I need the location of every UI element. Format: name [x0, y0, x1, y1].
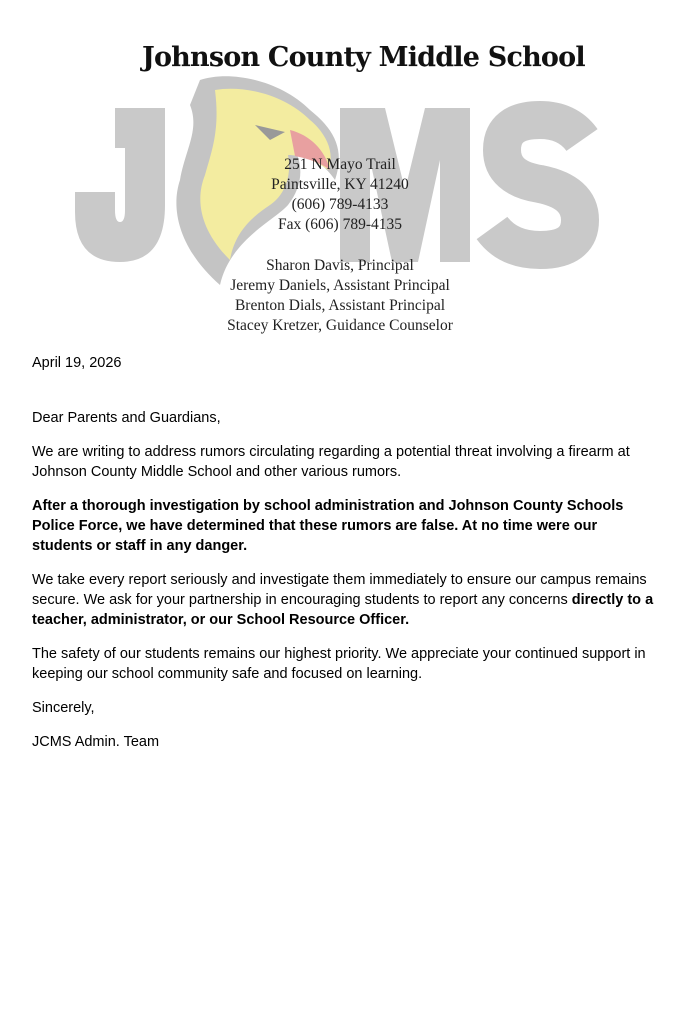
paragraph-1: We are writing to address rumors circulating regarding a potential threat involving a firearm at Johnson County Middle School and other various rumors.: [32, 444, 630, 480]
address-line: Paintsville, KY 41240: [271, 176, 409, 193]
school-name: Johnson County Middle School: [142, 42, 585, 73]
staff-list: [180, 256, 500, 336]
letter-date: April 19, 2026: [32, 355, 122, 371]
signature: JCMS Admin. Team: [32, 734, 160, 750]
staff-item: Brenton Dials, Assistant Principal: [234, 297, 446, 314]
closing: Sincerely,: [32, 700, 95, 716]
letter-body: [32, 353, 657, 766]
phone: (606) 789-4133: [291, 196, 389, 213]
logo-letter-s: [492, 120, 582, 250]
fax: Fax (606) 789-4135: [278, 216, 402, 233]
salutation: Dear Parents and Guardians,: [32, 410, 221, 426]
staff-item: Jeremy Daniels, Assistant Principal: [230, 277, 450, 294]
logo-letter-j: [75, 108, 165, 262]
paragraph-3-emphasis: directly to a teacher, administrator, or our School Resource Officer.: [32, 592, 654, 628]
paragraph-4: The safety of our students remains our highest priority. We appreciate your continued support in keeping our school community safe and focused on learning.: [32, 646, 646, 682]
paragraph-3: [32, 570, 657, 630]
paragraph-3-text: We take every report seriously and investigate them immediately to ensure our campus remains secure. We ask for your partnership in encouraging students to report any concerns: [32, 572, 647, 608]
paragraph-2: After a thorough investigation by school administration and Johnson County Schools Police Force, we have determined that these rumors are false. At no time were our students or staff in any danger.: [32, 498, 624, 554]
school-address: [200, 155, 480, 235]
staff-item: Stacey Kretzer, Guidance Counselor: [227, 317, 453, 334]
staff-item: Sharon Davis, Principal: [266, 257, 414, 274]
address-line: 251 N Mayo Trail: [284, 156, 396, 173]
